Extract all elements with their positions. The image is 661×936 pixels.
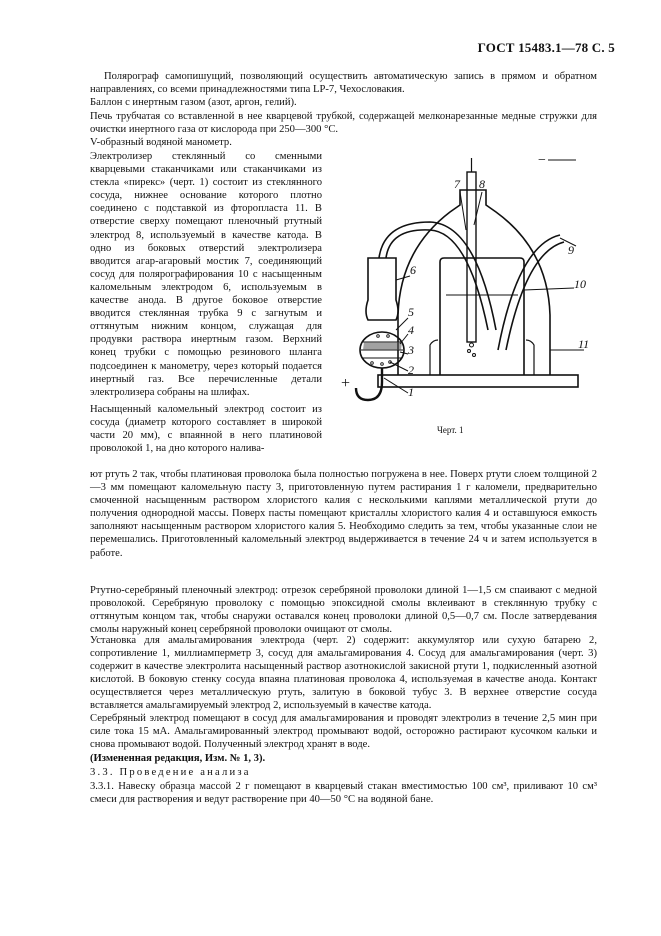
label-7: 7 [454,177,460,191]
section-heading-text: 3.3. Проведение анализа [90,767,251,778]
amendment-note: (Измененная редакция, Изм. № 1, 3). [90,753,266,764]
paragraph-amalgamation-setup: Установка для амальгамирования электрода (черт. 2) содержит: аккумулятор или сухую батарею 2, сопротивление 1, миллиамперметр 3, сосуд для амальгамирования 4. Сосуд для амальгамирования (черт. 3) содержит в качестве электролита насыщенный раствор азотнокислой закисной ртути 1, подкисленный азотной кислотой. В боковую стенку сосуда впаяна платиновая проволока 4, используемая в качестве анода. Контакт осуществляется через металлическую ртуть, залитую в боковой тубус 3. В верхнее отверстие сосуда вставляется амальгамируемый электрод 2, используемый в качестве катода. [90,635,597,712]
paragraph-calomel-start: Насыщенный каломельный электрод состоит из сосуда (диаметр которого составляет в широкой части 20 мм), с впаянной в него платиновой проволокой 1, на дно которого налива- [90,404,322,455]
paragraph-electrolyzer: Электролизер стеклянный со сменными кварцевыми стаканчиками или стаканчиками из стекла «пирекс» (черт. 1) состоит из стеклянного сосуда, нижнее основание которого плотно соединено с подставкой из фторопласта 11. В отверстие сверху помещают пленочный ртутный электрод 8, используемый в качестве катода. В одно из боковых отверстий электролизера вводится агар-агаровый мостик 7, соединяющий сосуд для полярографирования 10 с насыщенным каломельным электродом 6, используемым в качестве анода. В другое боковое отверстие вводится стеклянная трубка 9 с загнутым и оттянутым нижним концом, служащая для продувки раствора инертным газом. Верхний конец трубки с помощью резинового шланга подсоединен к манометру, через который подается инертный газ. Все перечисленные детали электролизера собраны на шлифах. [90,151,322,398]
figure-caption: Черт. 1 [437,425,464,435]
label-minus: − [538,153,546,168]
glass-vessel [398,190,550,375]
section-heading-analysis [90,766,597,779]
label-5: 5 [408,305,414,319]
label-3: 3 [408,343,414,357]
paragraph-furnace: Печь трубчатая со вставленной в нее кварцевой трубкой, содержащей мелконарезанные медные стружки для очистки инертного газа от кислорода при 250—300 °С. [90,111,597,136]
label-10: 10 [574,277,586,291]
calomel-electrode [366,258,398,320]
label-4: 4 [408,323,414,337]
paragraph-electrolysis: Серебряный электрод помещают в сосуд для амальгамирования и проводят электролиз в течение 2,5 мин при силе тока 15 мА. Амальгамированный электрод промывают водой, осторожно растирают кусочком кальки и снова промывают водой. Полученный электрод хранят в воде. [90,713,597,751]
label-8: 8 [479,177,485,191]
label-6: 6 [410,263,416,277]
paragraph-gas-cylinder: Баллон с инертным газом (азот, аргон, гелий). [90,97,297,108]
paragraph-polarograph: Полярограф самопишущий, позволяющий осуществить автоматическую запись в прямом и обратном направлениях, со всеми принадлежностями типа LP-7, Чехословакия. [90,71,597,96]
label-9: 9 [568,243,574,257]
mercury-electrode [467,172,476,342]
label-plus: + [341,375,351,392]
label-1: 1 [408,385,414,399]
label-2: 2 [408,363,414,377]
page-header: ГОСТ 15483.1—78 С. 5 [477,40,615,55]
label-11: 11 [578,337,590,351]
paragraph-calomel-cont: ют ртуть 2 так, чтобы платиновая проволока была полностью погружена в нее. Поверх ртути слоем толщиной 2—3 мм помещают каломельную пасту 3, приготовленную путем растирания 1 г каломели, предварительно смоченной насыщенным раствором хлористого калия с несколькими каплями металлической ртути до получения однородной массы. Поверх пасты помещают кристаллы хлористого калия 4 и оставшуюся емкость заполняют насыщенным раствором хлористого калия 5. Необходимо следить за тем, чтобы указанные слои не перемешались. Приготовленный каломельный электрод выдерживается в течение 24 ч и затем используется в работе. [90,469,597,559]
paragraph-manometer: V-образный водяной манометр. [90,137,232,148]
agar-bridge [386,230,488,330]
paragraph-sample: 3.3.1. Навеску образца массой 2 г помещают в кварцевый стакан вместимостью 100 см³, приливают 10 см³ смеси для растворения и ведут растворение при 40—50 °С на водяной бане. [90,781,597,806]
electrolyzer-diagram [338,150,600,440]
paragraph-mercury-silver-electrode: Ртутно-серебряный пленочный электрод: отрезок серебряной проволоки длиной 1—1,5 см спаивают с медной проволокой. Серебряную проволоку с помощью эпоксидной смолы вклеивают в стеклянную трубку с оттянутым концом так, чтобы снаружи оставался конец проволоки длиной 0,5—0,7 см. После затвердевания смолы наружный конец серебряной проволоки очищают от смолы. [90,585,597,636]
